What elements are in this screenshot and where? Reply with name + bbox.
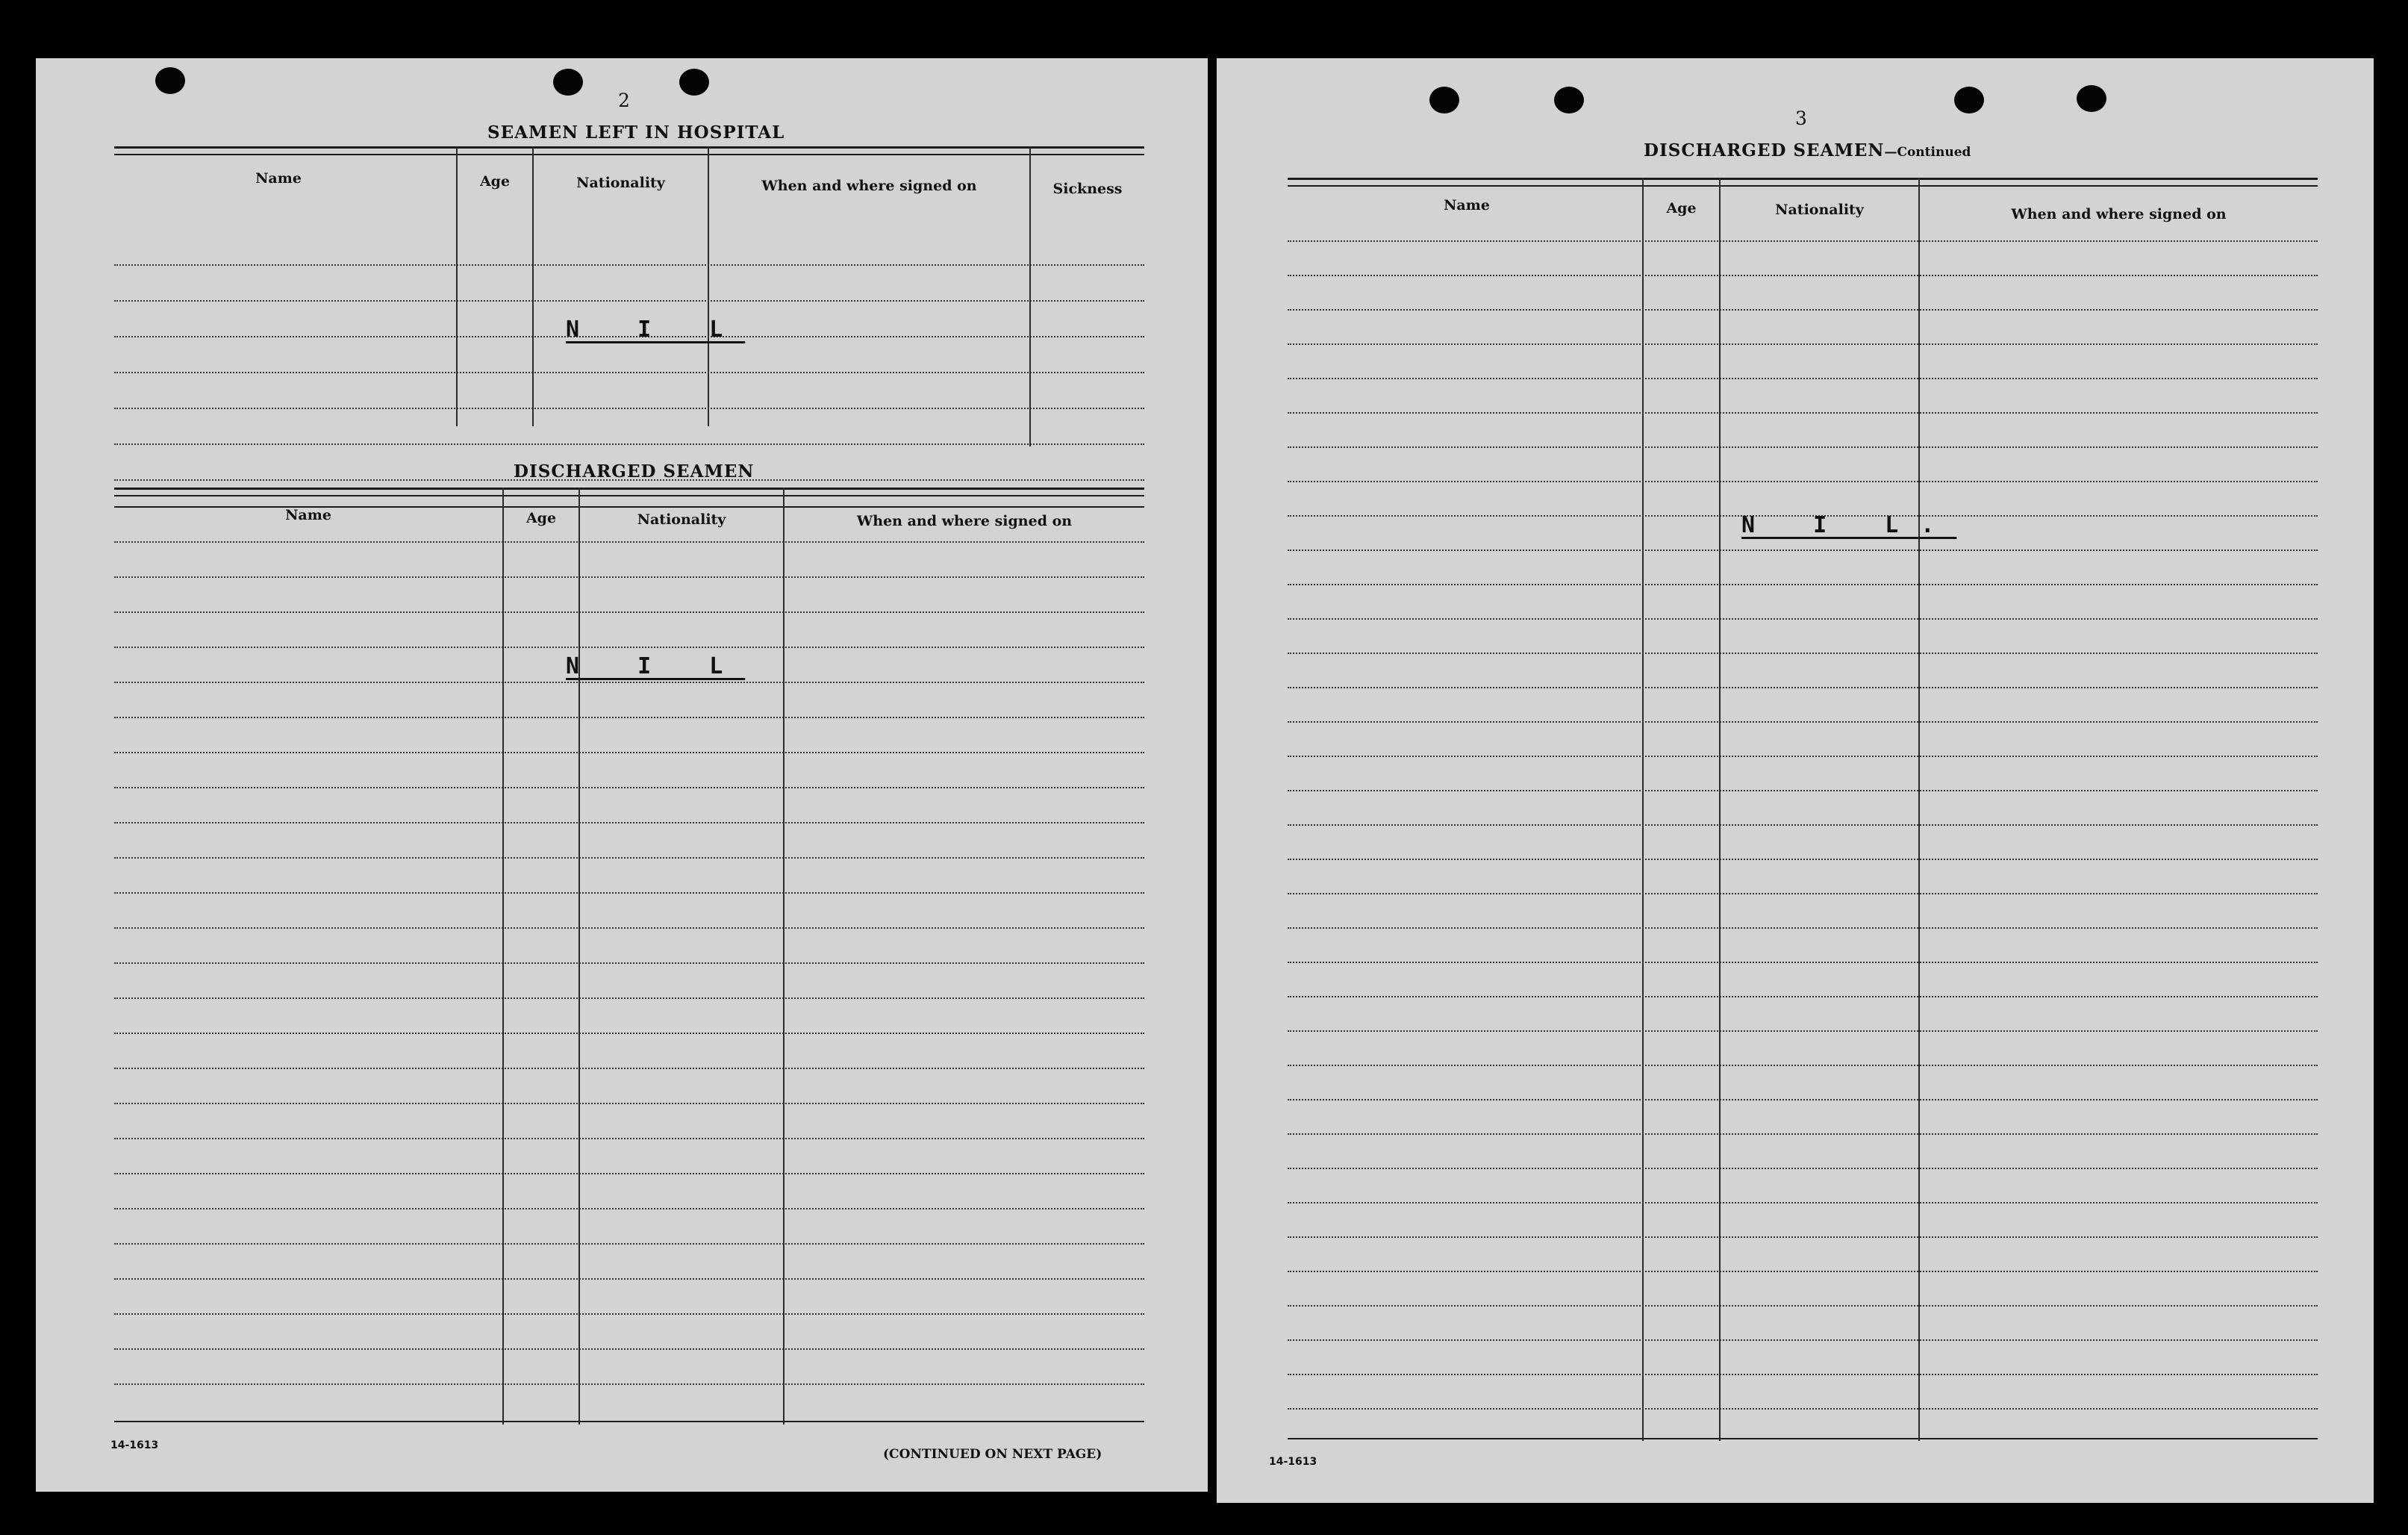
nil-entry: N I L [566, 317, 746, 343]
continued-note: (CONTINUED ON NEXT PAGE) [883, 1447, 1102, 1462]
col-head-age: Age [1666, 200, 1697, 217]
form-number: 14-1613 [110, 1439, 159, 1451]
nil-entry: N I L [566, 653, 746, 679]
discharged-continued-table [1288, 178, 2318, 1441]
discharged-table [114, 488, 1144, 1425]
punch-hole [1429, 87, 1459, 113]
col-head-signed-on: When and where signed on [761, 178, 977, 194]
page-number: 2 [618, 90, 630, 111]
col-head-age: Age [525, 510, 557, 526]
left-page [36, 58, 1208, 1492]
col-head-name: Name [1444, 197, 1490, 214]
hospital-table [114, 146, 1144, 508]
title-suffix: —Continued [1884, 145, 1971, 160]
col-head-nationality: Nationality [1775, 202, 1864, 218]
page-number: 3 [1795, 108, 1807, 129]
title-main: DISCHARGED SEAMEN [1644, 140, 1885, 161]
col-head-nationality: Nationality [576, 175, 665, 191]
col-head-sickness: Sickness [1052, 181, 1123, 197]
form-number: 14-1613 [1269, 1456, 1317, 1468]
discharged-continued-title [1644, 140, 1971, 161]
punch-hole [679, 69, 709, 96]
punch-hole [1954, 87, 1984, 113]
col-head-signed-on: When and where signed on [856, 513, 1073, 529]
punch-hole [155, 67, 185, 94]
right-page [1217, 58, 2374, 1503]
col-head-age: Age [479, 173, 511, 190]
col-head-name: Name [255, 170, 302, 187]
col-head-name: Name [285, 507, 331, 523]
col-head-nationality: Nationality [637, 511, 726, 528]
hospital-section-title: SEAMEN LEFT IN HOSPITAL [487, 122, 785, 143]
punch-hole [1554, 87, 1584, 113]
nil-entry: N I L. [1741, 512, 1957, 538]
punch-hole [553, 69, 583, 96]
discharged-section-title: DISCHARGED SEAMEN [514, 461, 755, 482]
col-head-signed-on: When and where signed on [2011, 206, 2227, 222]
punch-hole [2077, 85, 2106, 112]
